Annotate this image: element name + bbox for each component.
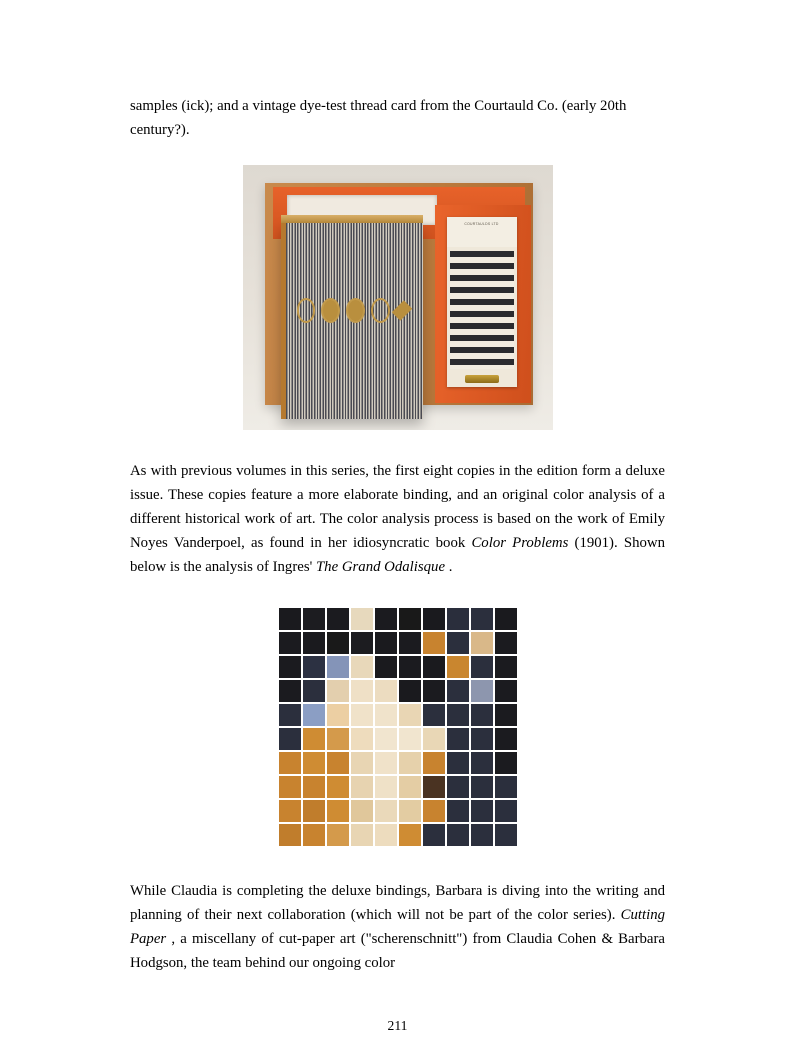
grid-cell	[350, 775, 374, 799]
grid-cell	[494, 703, 518, 727]
grid-cell	[326, 655, 350, 679]
grid-cell	[422, 679, 446, 703]
book-in-clamshell-box-photograph	[243, 165, 553, 430]
grid-cell	[374, 799, 398, 823]
grid-cell	[302, 799, 326, 823]
grid-cell	[374, 679, 398, 703]
cover-circle-ornaments	[297, 298, 409, 324]
paragraph-2-part-e: .	[445, 558, 453, 575]
grid-cell	[326, 727, 350, 751]
grid-cell	[422, 823, 446, 847]
grid-cell	[302, 775, 326, 799]
grid-cell	[470, 775, 494, 799]
thread-card-label: COURTAULDS LTD	[447, 217, 517, 247]
grid-cell	[326, 607, 350, 631]
circle-filled-icon	[346, 298, 365, 323]
grid-cell	[398, 727, 422, 751]
grid-cell	[398, 655, 422, 679]
book-title-cutting-paper: Cutting Paper	[130, 906, 665, 947]
grid-cell	[494, 631, 518, 655]
grid-cell	[446, 679, 470, 703]
grid-cell	[350, 799, 374, 823]
grid-cell	[302, 631, 326, 655]
thread-card-clip	[465, 375, 499, 383]
dye-test-thread-card	[447, 217, 517, 387]
grid-cell	[374, 703, 398, 727]
grid-cell	[422, 751, 446, 775]
grid-cell	[302, 751, 326, 775]
grid-cell	[398, 751, 422, 775]
book-title-color-problems: Color Problems	[471, 534, 569, 551]
grid-cell	[350, 655, 374, 679]
grid-cell	[446, 655, 470, 679]
page-number: 211	[387, 1018, 408, 1033]
grid-cell	[278, 631, 302, 655]
grid-cell	[374, 775, 398, 799]
grid-cell	[422, 703, 446, 727]
grid-cell	[278, 703, 302, 727]
paragraph-3-part-a: While Claudia is completing the deluxe bindings, Barbara is diving into the writing and planning of their next collaboration (which will not be part of the color series).	[130, 882, 665, 923]
grid-cell	[398, 775, 422, 799]
grid-cell	[374, 607, 398, 631]
grid-cell	[470, 799, 494, 823]
grid-cell	[446, 751, 470, 775]
grid-cell	[446, 607, 470, 631]
grid-cell	[446, 703, 470, 727]
grid-cell	[422, 655, 446, 679]
grid-cell	[422, 727, 446, 751]
grid-cell	[446, 775, 470, 799]
grid-cell	[494, 823, 518, 847]
grid-cell	[326, 631, 350, 655]
grid-cell	[422, 775, 446, 799]
grid-cell	[350, 703, 374, 727]
grid-cell	[398, 703, 422, 727]
grid-cell	[326, 679, 350, 703]
grid-cell	[350, 751, 374, 775]
grid-cell	[446, 799, 470, 823]
grid-cell	[398, 607, 422, 631]
grid-cell	[422, 631, 446, 655]
grid-cell	[494, 751, 518, 775]
grid-cell	[374, 631, 398, 655]
grid-cell	[398, 631, 422, 655]
paragraph-1: samples (ick); and a vintage dye-test thread card from the Courtauld Co. (early 20th century?).	[130, 98, 627, 138]
grid-cell	[278, 655, 302, 679]
grid-cell	[302, 607, 326, 631]
grid-cell	[470, 631, 494, 655]
grid-cell	[398, 799, 422, 823]
grid-cell	[446, 727, 470, 751]
circle-outline-icon	[297, 298, 316, 323]
grid-cell	[422, 607, 446, 631]
grid-cell	[278, 607, 302, 631]
grid-cell	[326, 799, 350, 823]
grid-cell	[326, 775, 350, 799]
artwork-title-grand-odalisque: The Grand Odalisque	[315, 558, 446, 575]
grid-cell	[494, 799, 518, 823]
circle-filled-icon	[321, 298, 340, 323]
figure-1-container	[130, 165, 665, 430]
grid-cell	[326, 703, 350, 727]
grid-cell	[278, 679, 302, 703]
grid-cell	[302, 823, 326, 847]
grid-cell	[374, 823, 398, 847]
grid-cell	[494, 775, 518, 799]
grid-cell	[494, 607, 518, 631]
page-content	[130, 95, 665, 976]
grid-cell	[350, 679, 374, 703]
grid-cell	[470, 607, 494, 631]
grid-cell	[278, 727, 302, 751]
grid-cell	[278, 799, 302, 823]
grid-cell	[494, 679, 518, 703]
grid-cell	[278, 775, 302, 799]
grid-cell	[470, 655, 494, 679]
grid-cell	[326, 823, 350, 847]
grid-cell	[470, 727, 494, 751]
grid-cell	[494, 727, 518, 751]
paragraph-2-part-a: As with previous volumes in this series, the first eight copies in the edition form a deluxe issue. These copies feature a more elaborate binding, and an original color analysis of a different historical work of art. The color analysis process is based on the work of Emily Noyes Vanderpoel, as found in her idiosyncratic book	[130, 462, 665, 551]
paragraph-3	[130, 880, 665, 976]
grid-cell	[470, 679, 494, 703]
grid-cell	[278, 751, 302, 775]
grid-cell	[302, 727, 326, 751]
grid-cell	[278, 823, 302, 847]
grid-cell	[350, 823, 374, 847]
grid-cell	[374, 655, 398, 679]
grid-cell	[494, 655, 518, 679]
grid-cell	[446, 631, 470, 655]
thread-card-stripes	[450, 251, 514, 369]
figure-2-container	[130, 606, 665, 848]
grid-cell	[422, 799, 446, 823]
grid-cell	[302, 703, 326, 727]
grid-cell	[350, 631, 374, 655]
grid-cell	[302, 655, 326, 679]
color-analysis-grid	[277, 606, 519, 848]
paragraph-2-part-c: (1901). Shown below is the analysis of Ingres'	[130, 534, 665, 575]
grid-cell	[470, 751, 494, 775]
grid-cell	[398, 679, 422, 703]
grid-cell	[446, 823, 470, 847]
grid-cell	[398, 823, 422, 847]
grid-cell	[350, 607, 374, 631]
grid-cell	[374, 751, 398, 775]
circle-outline-icon	[371, 298, 390, 323]
grid-cell	[470, 823, 494, 847]
grid-cell	[302, 679, 326, 703]
grid-cell	[350, 727, 374, 751]
grid-cell	[326, 751, 350, 775]
grid-cell	[374, 727, 398, 751]
grid-cell	[470, 703, 494, 727]
paragraph-3-part-c: , a miscellany of cut-paper art ("scherenschnitt") from Claudia Cohen & Barbara Hodgson, the team behind our ongoing color	[130, 930, 665, 971]
paragraph-2	[130, 460, 665, 580]
